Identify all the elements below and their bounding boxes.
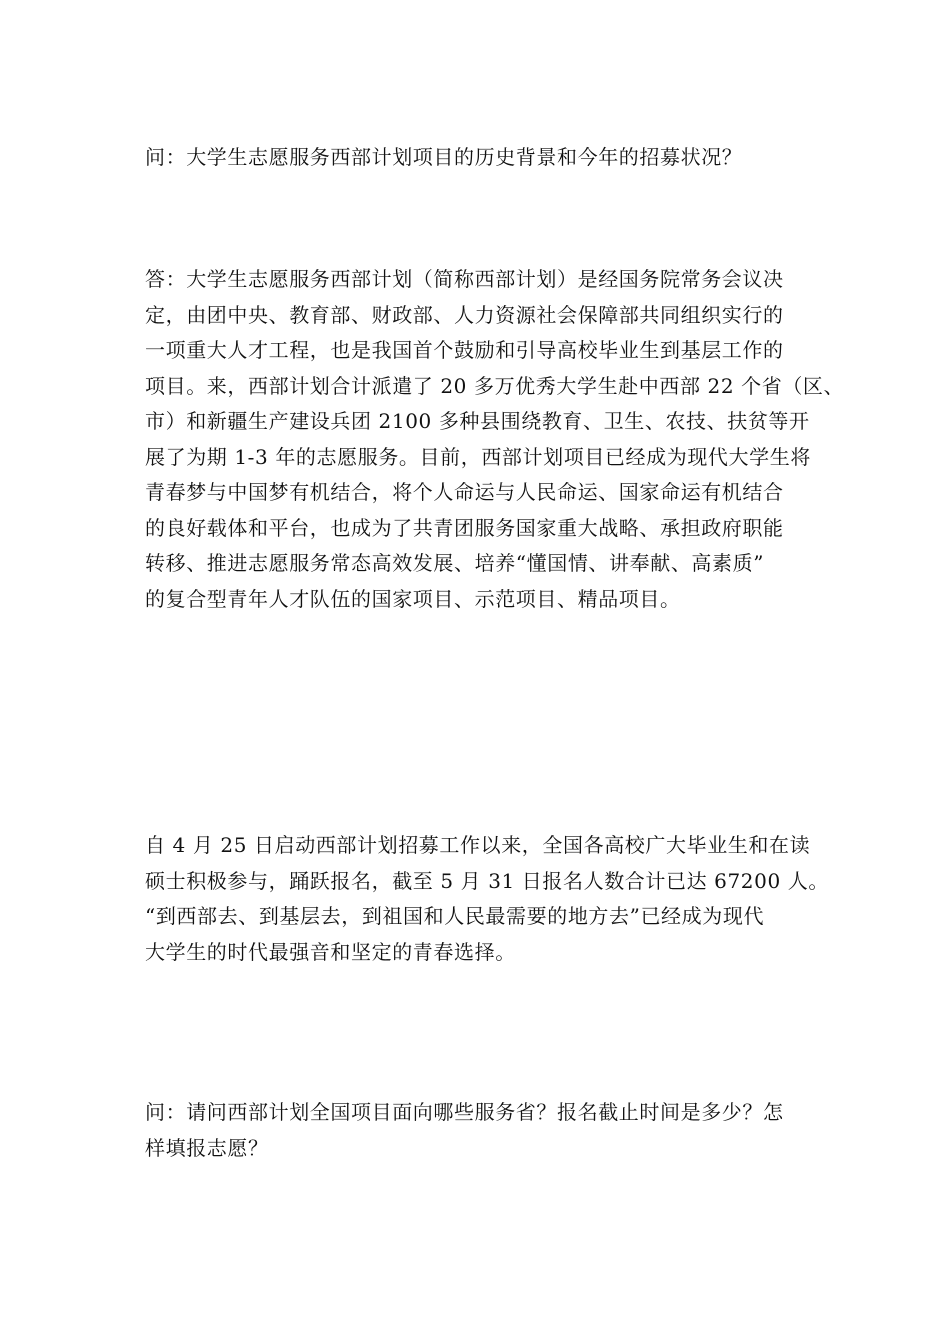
answer-1-line: 的良好载体和平台，也成为了共青团服务国家重大战略、承担政府职能: [145, 515, 784, 540]
answer-1-line: 答：大学生志愿服务西部计划（简称西部计划）是经国务院常务会议决: [145, 267, 784, 291]
answer-1-line: 定，由团中央、教育部、财政部、人力资源社会保障部共同组织实行的: [145, 302, 784, 327]
answer-1-continued: [145, 828, 829, 970]
question-1-line: 问：大学生志愿服务西部计划项目的历史背景和今年的招募状况？: [145, 145, 743, 169]
answer-1-line: 项目。来，西部计划合计派遣了 20 多万优秀大学生赴中西部 22 个省（区、: [145, 373, 845, 398]
answer-2-line: 自 4 月 25 日启动西部计划招募工作以来，全国各高校广大毕业生和在读: [145, 833, 811, 857]
answer-2-line: 大学生的时代最强音和坚定的青春选择。: [145, 939, 516, 964]
question-2-line: 问：请问西部计划全国项目面向哪些服务省？报名截止时间是多少？怎: [145, 1100, 784, 1124]
answer-1-line: 青春梦与中国梦有机结合，将个人命运与人民命运、国家命运有机结合: [145, 480, 784, 504]
question-2-line: 样填报志愿？: [145, 1135, 269, 1160]
question-1: [145, 140, 815, 176]
answer-1-line: 的复合型青年人才队伍的国家项目、示范项目、精品项目。: [145, 586, 681, 611]
answer-1-line: 展了为期 1-3 年的志愿服务。目前，西部计划项目已经成为现代大学生将: [145, 444, 811, 469]
question-2: [145, 1095, 815, 1166]
answer-1: [145, 262, 845, 617]
answer-1-line: 一项重大人才工程，也是我国首个鼓励和引导高校毕业生到基层工作的: [145, 338, 784, 362]
answer-2-line: “到西部去、到基层去，到祖国和人民最需要的地方去”已经成为现代: [145, 904, 765, 928]
answer-2-line: 硕士积极参与，踊跃报名，截至 5 月 31 日报名人数合计已达 67200 人。: [145, 868, 829, 893]
answer-1-line: 市）和新疆生产建设兵团 2100 多种县围绕教育、卫生、农技、扶贫等开: [145, 409, 810, 433]
answer-1-line: 转移、推进志愿服务常态高效发展、培养“懂国情、讲奉献、高素质”: [145, 551, 765, 575]
